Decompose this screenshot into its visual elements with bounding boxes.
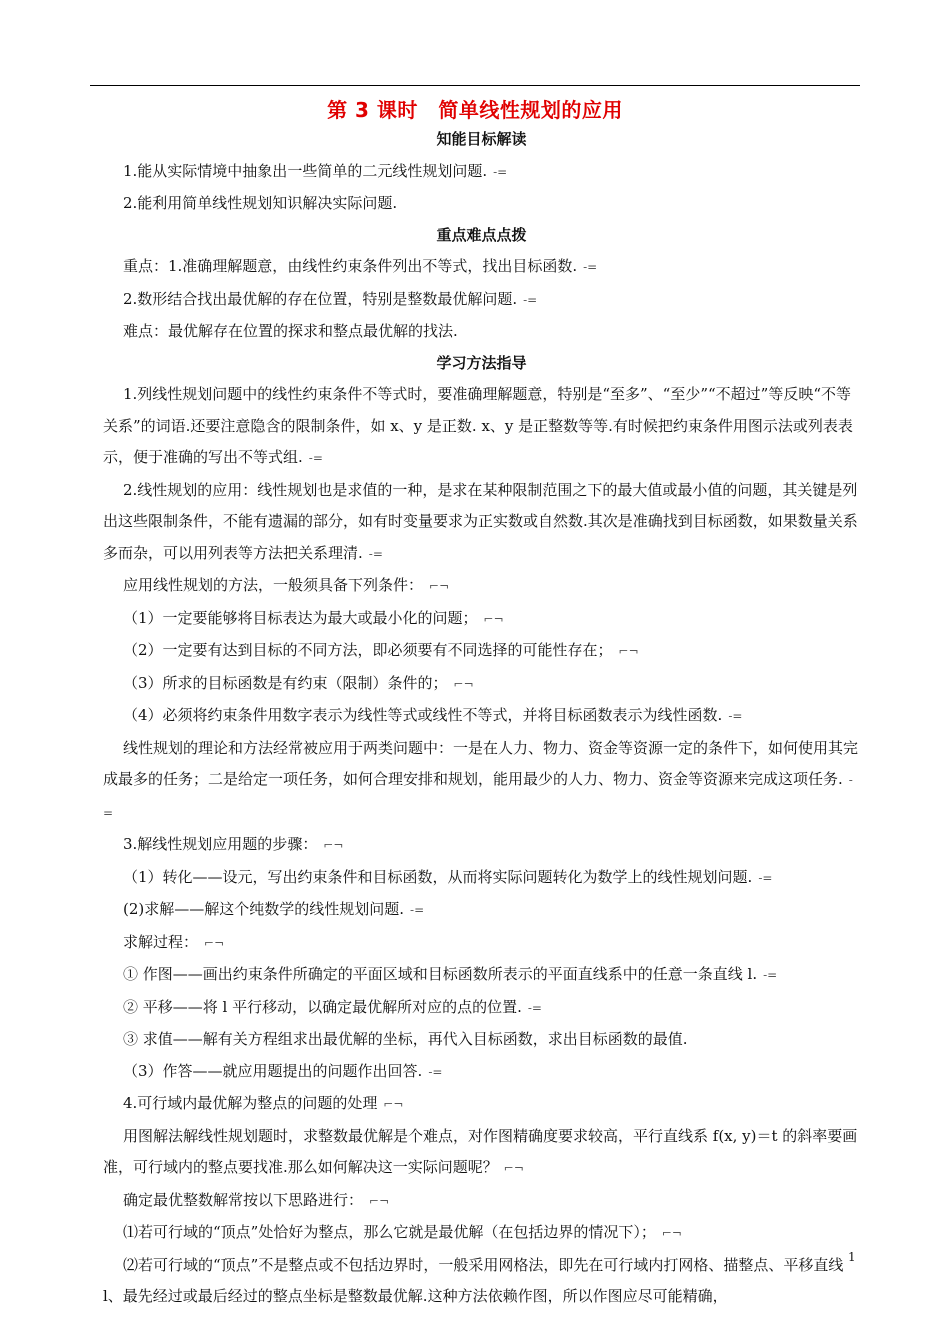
- paragraph: 2.能利用简单线性规划知识解决实际问题.: [123, 194, 398, 212]
- edit-mark-icon: ⌐¬: [661, 1226, 682, 1240]
- edit-mark-icon: -=: [493, 164, 508, 179]
- list-item: ⑴若可行域的“顶点”处恰好为整点，那么它就是最优解（在包括边界的情况下）； ⌐¬: [123, 1223, 682, 1241]
- list-item: （3）所求的目标函数是有约束（限制）条件的； ⌐¬: [123, 673, 474, 692]
- paragraph: 2.数形结合找出最优解的存在位置，特别是整数最优解问题. -=: [123, 289, 538, 308]
- edit-mark-icon: ⌐¬: [323, 838, 344, 852]
- edit-mark-icon: ⌐¬: [429, 579, 450, 593]
- page-number: 1: [848, 1250, 856, 1264]
- edit-mark-icon: ⌐¬: [503, 1161, 524, 1175]
- header-rule: [90, 85, 860, 86]
- edit-mark-icon: -=: [523, 292, 538, 307]
- paragraph: 线性规划的理论和方法经常被应用于两类问题中：一是在人力、物力、资金等资源一定的条件下，如何使用其完成最多的任务；二是给定一项任务，如何合理安排和规划，能用最少的人力、物力、资金等资源来完成这项任务. -=: [103, 738, 859, 820]
- paragraph: 求解过程： ⌐¬: [123, 932, 225, 951]
- list-item: (2)求解——解这个纯数学的线性规划问题. -=: [123, 900, 425, 918]
- paragraph: 难点：最优解存在位置的探求和整点最优解的找法.: [123, 322, 458, 340]
- paragraph: 3.解线性规划应用题的步骤： ⌐¬: [123, 835, 344, 853]
- edit-mark-icon: ⌐¬: [618, 644, 639, 658]
- list-item: （2）一定要有达到目标的不同方法，即必须要有不同选择的可能性存在； ⌐¬: [123, 641, 639, 659]
- edit-mark-icon: -=: [410, 903, 425, 917]
- paragraph: 重点：1.准确理解题意，由线性约束条件列出不等式，找出目标函数. -=: [123, 257, 598, 275]
- section-heading: 重点难点点拨: [436, 225, 527, 244]
- edit-mark-icon: -=: [758, 870, 773, 885]
- edit-mark-icon: -=: [527, 1000, 542, 1015]
- edit-mark-icon: ⌐¬: [383, 1097, 404, 1111]
- list-item: （3）作答——就应用题提出的问题作出回答. -=: [123, 1061, 443, 1080]
- list-item: ③ 求值——解有关方程组求出最优解的坐标，再代入目标函数，求出目标函数的最值.: [123, 1030, 688, 1048]
- edit-mark-icon: -=: [103, 773, 853, 820]
- list-item: ① 作图——画出约束条件所确定的平面区域和目标函数所表示的平面直线系中的任意一条直线 l. -=: [123, 965, 778, 983]
- edit-mark-icon: ⌐¬: [204, 935, 225, 950]
- edit-mark-icon: -=: [308, 451, 323, 465]
- document-body: [103, 124, 860, 1313]
- edit-mark-icon: -=: [763, 968, 778, 982]
- list-item: ⑵若可行域的“顶点”不是整点或不包括边界时，一般采用网格法，即先在可行域内打网格、描整点、平移直线 l、最先经过或最后经过的整点坐标是整数最优解.这种方法依赖作图，所以作图应尽可能精确，: [103, 1255, 844, 1305]
- paragraph: 1.能从实际情境中抽象出一些简单的二元线性规划问题. -=: [123, 161, 508, 180]
- paragraph: 用图解法解线性规划题时，求整数最优解是个难点，对作图精确度要求较高，平行直线系 f(x, y)＝t 的斜率要画准，可行域内的整点要找准.那么如何解决这一实际问题呢？ ⌐¬: [103, 1126, 858, 1176]
- edit-mark-icon: ⌐¬: [453, 676, 474, 691]
- paragraph: 应用线性规划的方法，一般须具备下列条件： ⌐¬: [123, 576, 450, 594]
- edit-mark-icon: -=: [368, 546, 383, 561]
- paragraph: 1.列线性规划问题中的线性约束条件不等式时，要准确理解题意，特别是“至多”、“至少”“不超过”等反映“不等关系”的词语.还要注意隐含的限制条件，如 x、y 是正数. x、y 是正整数等等.有时候把约束条件用图示法或列表表示，便于准确的写出不等式组. -=: [103, 385, 853, 466]
- edit-mark-icon: ⌐¬: [483, 611, 504, 626]
- list-item: （1）转化——设元，写出约束条件和目标函数，从而将实际问题转化为数学上的线性规划问题. -=: [123, 867, 773, 886]
- paragraph: 确定最优整数解常按以下思路进行： ⌐¬: [123, 1190, 390, 1209]
- list-item: ② 平移——将 l 平行移动，以确定最优解所对应的点的位置. -=: [123, 997, 542, 1016]
- edit-mark-icon: ⌐¬: [369, 1193, 390, 1208]
- page-title: 第 3 课时 简单线性规划的应用: [327, 98, 623, 122]
- list-item: （4）必须将约束条件用数字表示为线性等式或线性不等式，并将目标函数表示为线性函数. -=: [123, 706, 743, 724]
- section-heading: 学习方法指导: [436, 353, 527, 372]
- edit-mark-icon: -=: [728, 709, 743, 723]
- edit-mark-icon: -=: [428, 1064, 443, 1079]
- edit-mark-icon: -=: [583, 260, 598, 274]
- paragraph: 2.线性规划的应用：线性规划也是求值的一种，是求在某种限制范围之下的最大值或最小值的问题，其关键是列出这些限制条件，不能有遗漏的部分，如有时变量要求为正实数或自然数.其次是准确找到目标函数，如果数量关系多而杂，可以用列表等方法把关系理清. -=: [103, 480, 858, 562]
- list-item: （1）一定要能够将目标表达为最大或最小化的问题； ⌐¬: [123, 608, 504, 627]
- paragraph: 4.可行域内最优解为整点的问题的处理 ⌐¬: [123, 1094, 404, 1112]
- section-heading: 知能目标解读: [436, 130, 527, 148]
